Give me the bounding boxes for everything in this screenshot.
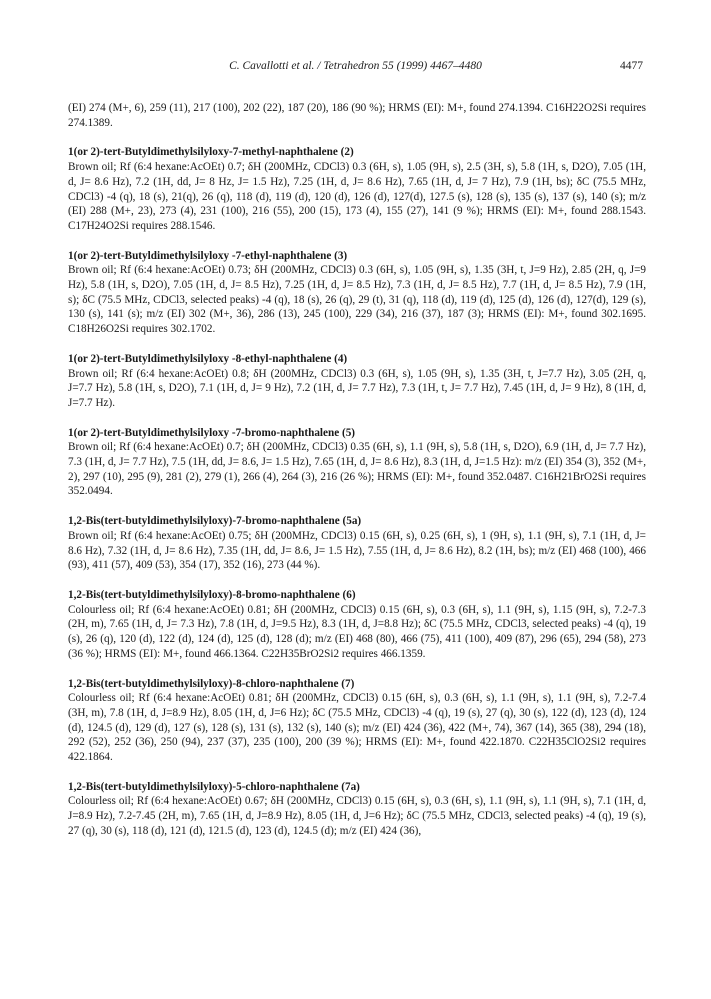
compound-data: Brown oil; Rf (6:4 hexane:AcOEt) 0.8; δH (200MHz, CDCl3) 0.3 (6H, s), 1.05 (9H, s), 1.35 (3H, t, J=7.7 Hz), 3.05 (2H, q, J=7.7 Hz), 5.8 (1H, s, D2O), 7.1 (1H, d, J= 9 Hz), 7.2 (1H, d, J= 7.7 Hz), 7.3 (1H, t, J= 7.7 Hz), 7.45 (1H, d, J= 9 Hz), 8 (1H, d, J=7.7 Hz). [68, 367, 646, 409]
compound-entry-5a [68, 514, 646, 573]
compound-data: Brown oil; Rf (6:4 hexane:AcOEt) 0.73; δH (200MHz, CDCl3) 0.3 (6H, s), 1.05 (9H, s), 1.35 (3H, t, J=9 Hz), 2.85 (2H, q, J=9 Hz), 5.8 (1H, s, D2O), 7.05 (1H, d, J= 8.5 Hz), 7.25 (1H, d, J= 8.5 Hz), 7.3 (1H, d, J= 8.5 Hz), 7.7 (1H, d, J= 8.5 Hz), 7.9 (1H, s); δC (75.5 MHz, CDCl3, selected peaks) -4 (q), 18 (s), 26 (q), 29 (t), 31 (q), 118 (d), 119 (d), 125 (d), 126 (d), 127(d), 129 (s), 130 (s), 141 (s); m/z (EI) 302 (M+, 36), 286 (13), 245 (100), 229 (34), 216 (37), 187 (3); HRMS (EI): M+, found 302.1695. C18H26O2Si requires 302.1702. [68, 264, 646, 336]
compound-entry-2 [68, 145, 646, 233]
article-body [68, 101, 646, 839]
page-header [68, 60, 643, 76]
compound-title: 1(or 2)-tert-Butyldimethylsilyloxy -7-bromo-naphthalene (5) [68, 426, 356, 439]
compound-entry-6 [68, 588, 646, 662]
compound-data: Brown oil; Rf (6:4 hexane:AcOEt) 0.75; δH (200MHz, CDCl3) 0.15 (6H, s), 0.25 (6H, s), 1 (9H, s), 1.1 (9H, s), 7.1 (1H, d, J= 8.6 Hz), 7.32 (1H, d, J= 8.6 Hz), 7.35 (1H, dd, J= 8.6, J= 1.5 Hz), 7.55 (1H, d, J= 8.6 Hz), 8.2 (1H, bs); m/z (EI) 468 (100), 466 (93), 411 (57), 409 (53), 354 (17), 352 (16), 273 (44 %). [68, 529, 646, 572]
compound-data: Brown oil; Rf (6:4 hexane:AcOEt) 0.7; δH (200MHz, CDCl3) 0.3 (6H, s), 1.05 (9H, s), 2.5 (3H, s), 5.8 (1H, s, D2O), 7.05 (1H, d, J= 8.6 Hz), 7.2 (1H, dd, J= 8 Hz, J= 1.5 Hz), 7.25 (1H, d, J= 8.6 Hz), 7.65 (1H, d, J= 7 Hz), 7.9 (1H, bs); δC (75.5 MHz, CDCl3) -4 (q), 18 (s), 21(q), 26 (q), 118 (d), 119 (d), 120 (d), 126 (d), 127(d), 127.5 (s), 128 (s), 135 (s), 137 (s), 140 (s); m/z (EI) 288 (M+, 23), 273 (4), 231 (100), 216 (55), 200 (15), 173 (4), 155 (27), 141 (9 %); HRMS (EI): M+, found 288.1543. C17H24O2Si requires 288.1546. [68, 161, 646, 232]
continued-paragraph: (EI) 274 (M+, 6), 259 (11), 217 (100), 202 (22), 187 (20), 186 (90 %); HRMS (EI): M+, found 274.1394. C16H22O2Si requires 274.1389. [68, 102, 646, 129]
compound-data: Colourless oil; Rf (6:4 hexane:AcOEt) 0.81; δH (200MHz, CDCl3) 0.15 (6H, s), 0.3 (6H, s), 1.1 (9H, s), 1.15 (9H, s), 7.2-7.3 (2H, m), 7.65 (1H, d, J= 7.3 Hz), 7.8 (1H, d, J=9.5 Hz), 8.3 (1H, d, J=8.8 Hz); δC (75.5 MHz, CDCl3, selected peaks) -4 (q), 19 (s), 26 (q), 120 (d), 122 (d), 124 (d), 125 (d), 128 (d); m/z (EI) 468 (80), 466 (75), 411 (100), 409 (87), 296 (65), 294 (58), 273 (36 %); HRMS (EI): M+, found 466.1364. C22H35BrO2Si2 requires 466.1359. [68, 603, 646, 660]
compound-title: 1,2-Bis(tert-butyldimethylsilyloxy)-8-bromo-naphthalene (6) [68, 588, 356, 601]
compound-entry-7 [68, 677, 646, 765]
compound-title: 1(or 2)-tert-Butyldimethylsilyloxy-7-methyl-naphthalene (2) [68, 146, 354, 159]
compound-title: 1,2-Bis(tert-butyldimethylsilyloxy)-8-chloro-naphthalene (7) [68, 677, 355, 690]
compound-data: Brown oil; Rf (6:4 hexane:AcOEt) 0.7; δH (200MHz, CDCl3) 0.35 (6H, s), 1.1 (9H, s), 5.8 (1H, s, D2O), 6.9 (1H, d, J= 7.7 Hz), 7.3 (1H, d, J= 7.7 Hz), 7.5 (1H, dd, J= 8.6, J= 1.5 Hz), 7.65 (1H, d, J= 8.6 Hz), 8.3 (1H, d, J=1.5 Hz): m/z (EI) 354 (3), 352 (M+, 2), 297 (10), 295 (9), 281 (2), 279 (1), 266 (4), 264 (3), 216 (26 %); HRMS (EI): M+, found 352.0487. C16H21BrO2Si requires 352.0494. [68, 441, 646, 498]
compound-data: Colourless oil; Rf (6:4 hexane:AcOEt) 0.81; δH (200MHz, CDCl3) 0.15 (6H, s), 0.3 (6H, s), 1.1 (9H, s), 1.1 (9H, s), 7.2-7.4 (3H, m), 7.8 (1H, d, J=8.9 Hz), 8.05 (1H, d, J=6 Hz); δC (75.5 MHz, CDCl3) -4 (q), 19 (s), 27 (q), 30 (s), 122 (d), 123 (d), 124 (d), 124.5 (d), 129 (d), 127 (s), 128 (s), 131 (s), 132 (s), 140 (s); m/z (EI) 424 (36), 422 (M+, 74), 367 (14), 365 (38), 294 (18), 292 (52), 252 (36), 250 (94), 237 (37), 235 (100), 200 (39 %); HRMS (EI): M+, found 422.1870. C22H35ClO2Si2 requires 422.1864. [68, 692, 646, 764]
compound-entry-7a [68, 780, 646, 839]
compound-entry-4 [68, 352, 646, 411]
page-number: 4477 [620, 60, 643, 72]
compound-data: Colourless oil; Rf (6:4 hexane:AcOEt) 0.67; δH (200MHz, CDCl3) 0.15 (6H, s), 0.3 (6H, s), 1.1 (9H, s), 1.1 (9H, s), 7.1 (1H, d, J=8.9 Hz), 7.2-7.45 (2H, m), 7.65 (1H, d, J=8.9 Hz), 8.05 (1H, d, J=6 Hz); δC (75.5 MHz, CDCl3, selected peaks) -4 (q), 19 (s), 27 (q), 30 (s), 118 (d), 121 (d), 121.5 (d), 123 (d), 124.5 (d); m/z (EI) 424 (36), [68, 795, 646, 837]
compound-title: 1,2-Bis(tert-butyldimethylsilyloxy)-7-bromo-naphthalene (5a) [68, 515, 362, 528]
compound-entry-5 [68, 426, 646, 500]
compound-title: 1(or 2)-tert-Butyldimethylsilyloxy -8-ethyl-naphthalene (4) [68, 352, 348, 365]
compound-title: 1(or 2)-tert-Butyldimethylsilyloxy -7-ethyl-naphthalene (3) [68, 249, 348, 262]
compound-title: 1,2-Bis(tert-butyldimethylsilyloxy)-5-chloro-naphthalene (7a) [68, 780, 360, 793]
compound-entry-3 [68, 249, 646, 337]
running-title: C. Cavallotti et al. / Tetrahedron 55 (1999) 4467–4480 [229, 60, 482, 72]
